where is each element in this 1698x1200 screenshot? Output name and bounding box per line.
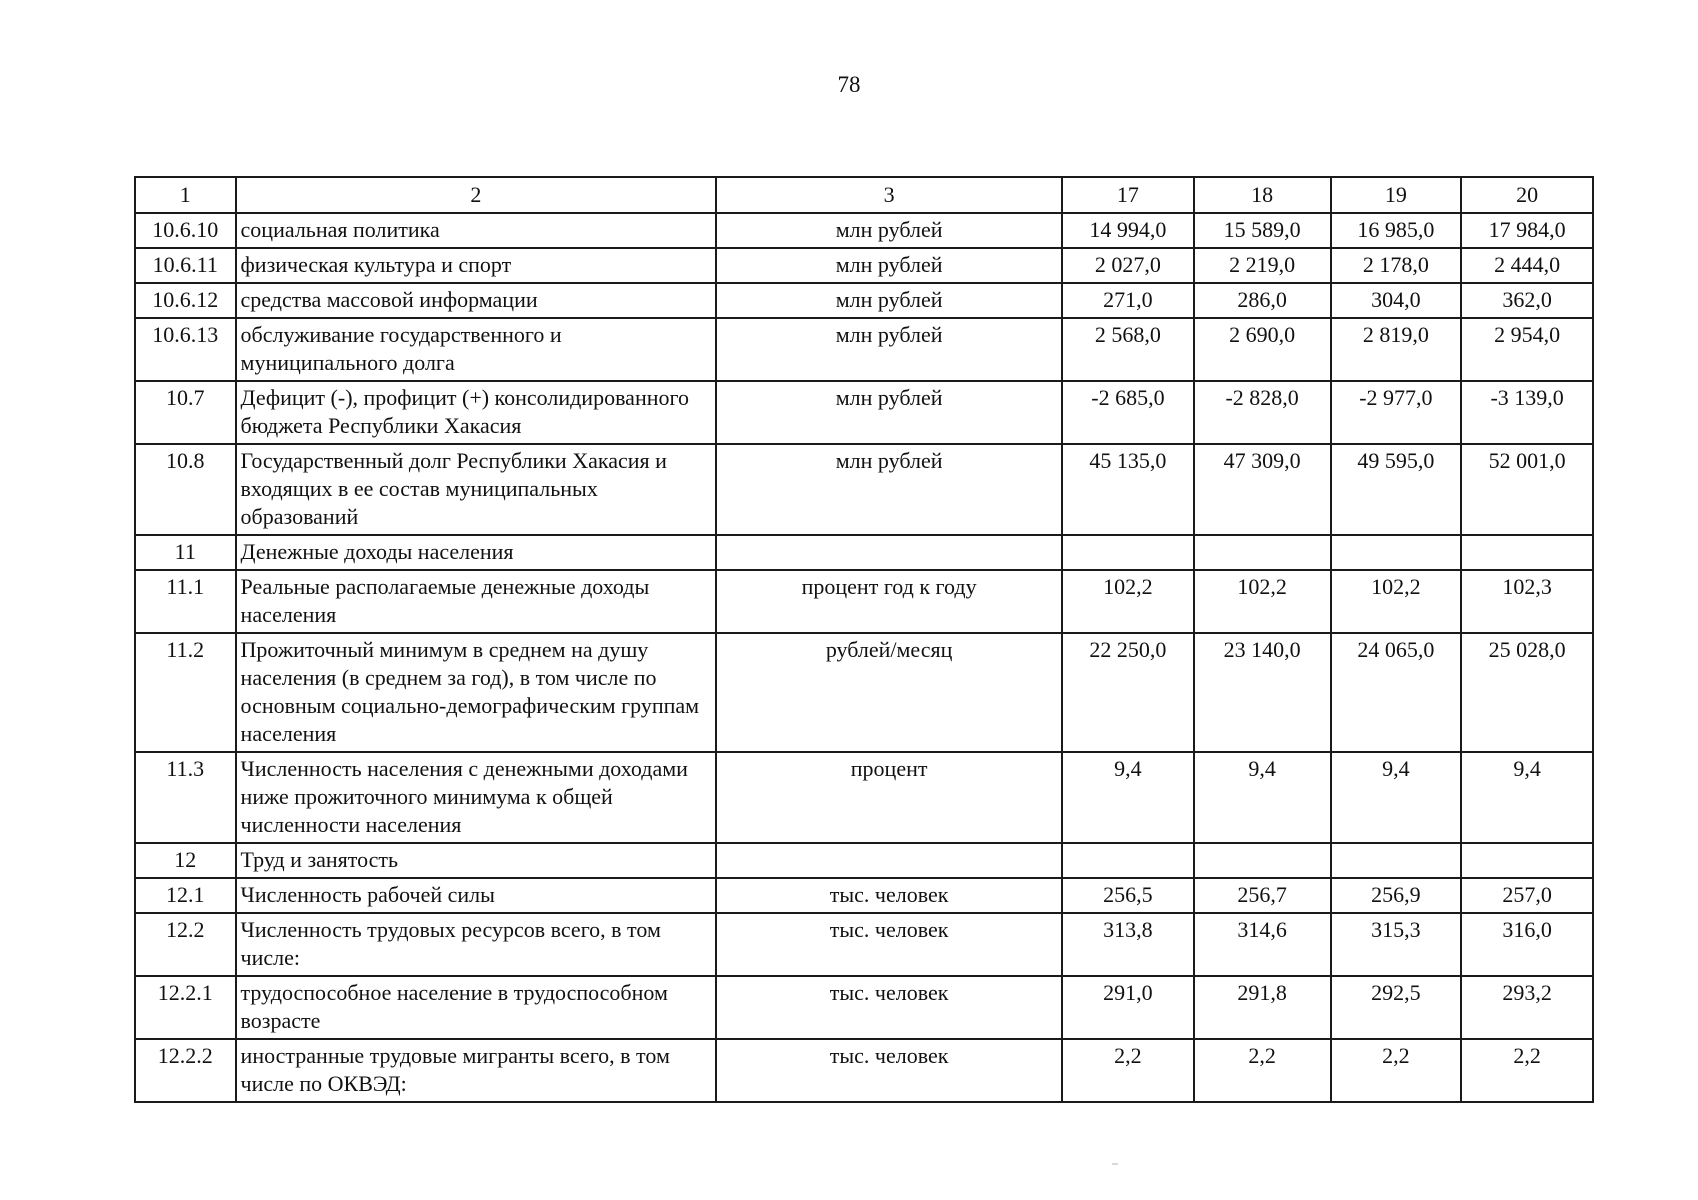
row-unit (716, 535, 1062, 570)
row-unit: процент (716, 752, 1062, 843)
row-value-19: 256,9 (1331, 878, 1462, 913)
header-col-3: 3 (716, 177, 1062, 213)
row-number: 12.2.2 (135, 1039, 236, 1102)
row-unit: млн рублей (716, 248, 1062, 283)
row-indicator: иностранные трудовые мигранты всего, в том числе по ОКВЭД: (236, 1039, 717, 1102)
table-row (135, 318, 1593, 381)
row-value-19: 49 595,0 (1331, 444, 1462, 535)
row-value-18: 47 309,0 (1194, 444, 1331, 535)
row-unit: тыс. человек (716, 976, 1062, 1039)
table-row (135, 248, 1593, 283)
table-row (135, 535, 1593, 570)
row-value-17: 45 135,0 (1062, 444, 1194, 535)
row-number: 10.6.12 (135, 283, 236, 318)
row-number: 10.6.10 (135, 213, 236, 248)
header-col-1: 1 (135, 177, 236, 213)
header-col-17: 17 (1062, 177, 1194, 213)
row-value-18: 102,2 (1194, 570, 1331, 633)
row-indicator: Денежные доходы населения (236, 535, 717, 570)
row-unit: рублей/месяц (716, 633, 1062, 752)
table-row (135, 843, 1593, 878)
row-indicator: Реальные располагаемые денежные доходы населения (236, 570, 717, 633)
row-value-19: 9,4 (1331, 752, 1462, 843)
row-value-18: 256,7 (1194, 878, 1331, 913)
header-col-19: 19 (1331, 177, 1462, 213)
row-unit: тыс. человек (716, 1039, 1062, 1102)
header-col-18: 18 (1194, 177, 1331, 213)
row-indicator: Государственный долг Республики Хакасия и входящих в ее состав муниципальных образований (236, 444, 717, 535)
row-value-19: 102,2 (1331, 570, 1462, 633)
row-value-17: 256,5 (1062, 878, 1194, 913)
row-value-19: 304,0 (1331, 283, 1462, 318)
table-row (135, 283, 1593, 318)
header-col-20: 20 (1461, 177, 1593, 213)
row-unit: тыс. человек (716, 913, 1062, 976)
row-unit: млн рублей (716, 318, 1062, 381)
row-value-19: 292,5 (1331, 976, 1462, 1039)
row-value-20: 2 954,0 (1461, 318, 1593, 381)
row-value-17: 291,0 (1062, 976, 1194, 1039)
indicators-table (134, 176, 1594, 1103)
row-value-20: 316,0 (1461, 913, 1593, 976)
row-indicator: обслуживание государственного и муниципального долга (236, 318, 717, 381)
row-value-19: 24 065,0 (1331, 633, 1462, 752)
row-value-17: 2,2 (1062, 1039, 1194, 1102)
row-indicator: Прожиточный минимум в среднем на душу населения (в среднем за год), в том числе по основным социально-демографическим группам населения (236, 633, 717, 752)
row-value-19: 16 985,0 (1331, 213, 1462, 248)
row-number: 12.2.1 (135, 976, 236, 1039)
row-value-20 (1461, 535, 1593, 570)
row-value-18: -2 828,0 (1194, 381, 1331, 444)
row-unit: млн рублей (716, 381, 1062, 444)
row-value-20: 362,0 (1461, 283, 1593, 318)
table-row (135, 913, 1593, 976)
row-value-20: 52 001,0 (1461, 444, 1593, 535)
row-unit: тыс. человек (716, 878, 1062, 913)
row-value-19 (1331, 843, 1462, 878)
row-value-18: 23 140,0 (1194, 633, 1331, 752)
row-value-17: 22 250,0 (1062, 633, 1194, 752)
row-number: 10.6.13 (135, 318, 236, 381)
row-value-18 (1194, 535, 1331, 570)
row-value-17: 2 027,0 (1062, 248, 1194, 283)
row-number: 11 (135, 535, 236, 570)
row-value-20 (1461, 843, 1593, 878)
row-value-17: -2 685,0 (1062, 381, 1194, 444)
row-value-18: 9,4 (1194, 752, 1331, 843)
row-indicator: Труд и занятость (236, 843, 717, 878)
row-number: 10.6.11 (135, 248, 236, 283)
row-value-19: 2 178,0 (1331, 248, 1462, 283)
row-value-17: 14 994,0 (1062, 213, 1194, 248)
row-indicator: Численность населения с денежными доходами ниже прожиточного минимума к общей численности населения (236, 752, 717, 843)
row-value-18: 286,0 (1194, 283, 1331, 318)
row-value-19: -2 977,0 (1331, 381, 1462, 444)
table-row (135, 752, 1593, 843)
row-value-18: 314,6 (1194, 913, 1331, 976)
row-indicator: трудоспособное население в трудоспособном возрасте (236, 976, 717, 1039)
row-value-19: 315,3 (1331, 913, 1462, 976)
row-value-18: 15 589,0 (1194, 213, 1331, 248)
table-row (135, 976, 1593, 1039)
table-row (135, 1039, 1593, 1102)
row-unit: млн рублей (716, 444, 1062, 535)
row-number: 12.1 (135, 878, 236, 913)
row-value-17: 9,4 (1062, 752, 1194, 843)
row-value-17: 2 568,0 (1062, 318, 1194, 381)
scan-speck (1112, 1163, 1118, 1165)
row-value-17 (1062, 535, 1194, 570)
row-indicator: Дефицит (-), профицит (+) консолидированного бюджета Республики Хакасия (236, 381, 717, 444)
row-value-18 (1194, 843, 1331, 878)
row-value-20: 257,0 (1461, 878, 1593, 913)
table-row (135, 444, 1593, 535)
row-value-20: 25 028,0 (1461, 633, 1593, 752)
header-col-2: 2 (236, 177, 717, 213)
page-number: 78 (837, 72, 861, 97)
table-row (135, 570, 1593, 633)
row-number: 11.1 (135, 570, 236, 633)
row-number: 10.7 (135, 381, 236, 444)
row-number: 10.8 (135, 444, 236, 535)
row-indicator: средства массовой информации (236, 283, 717, 318)
row-value-19: 2 819,0 (1331, 318, 1462, 381)
row-number: 12.2 (135, 913, 236, 976)
row-value-18: 2 690,0 (1194, 318, 1331, 381)
row-value-20: 9,4 (1461, 752, 1593, 843)
table-row (135, 213, 1593, 248)
row-value-19 (1331, 535, 1462, 570)
row-value-18: 291,8 (1194, 976, 1331, 1039)
row-indicator: физическая культура и спорт (236, 248, 717, 283)
row-value-19: 2,2 (1331, 1039, 1462, 1102)
row-indicator: Численность рабочей силы (236, 878, 717, 913)
row-value-20: -3 139,0 (1461, 381, 1593, 444)
row-value-17: 313,8 (1062, 913, 1194, 976)
table-row (135, 633, 1593, 752)
table-row (135, 381, 1593, 444)
row-value-17: 271,0 (1062, 283, 1194, 318)
row-number: 12 (135, 843, 236, 878)
row-indicator: Численность трудовых ресурсов всего, в том числе: (236, 913, 717, 976)
row-number: 11.2 (135, 633, 236, 752)
row-value-20: 2,2 (1461, 1039, 1593, 1102)
header-row (135, 177, 1593, 213)
row-indicator: социальная политика (236, 213, 717, 248)
row-number: 11.3 (135, 752, 236, 843)
row-unit: млн рублей (716, 213, 1062, 248)
row-value-20: 293,2 (1461, 976, 1593, 1039)
row-value-17 (1062, 843, 1194, 878)
row-value-20: 102,3 (1461, 570, 1593, 633)
row-value-20: 2 444,0 (1461, 248, 1593, 283)
row-value-17: 102,2 (1062, 570, 1194, 633)
row-unit: процент год к году (716, 570, 1062, 633)
row-value-20: 17 984,0 (1461, 213, 1593, 248)
row-value-18: 2,2 (1194, 1039, 1331, 1102)
row-value-18: 2 219,0 (1194, 248, 1331, 283)
row-unit (716, 843, 1062, 878)
row-unit: млн рублей (716, 283, 1062, 318)
table-row (135, 878, 1593, 913)
